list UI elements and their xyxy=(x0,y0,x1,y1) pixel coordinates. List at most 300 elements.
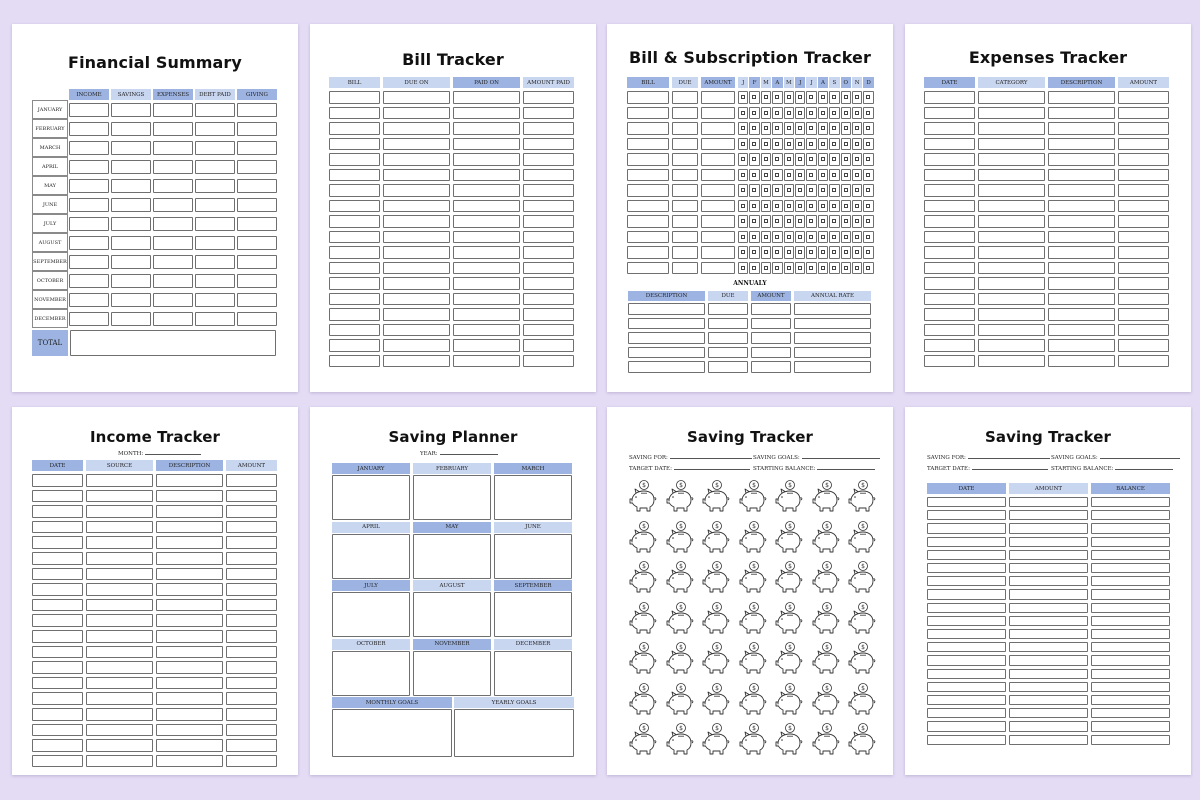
table-cell[interactable] xyxy=(69,255,109,269)
paid-checkbox[interactable] xyxy=(866,219,870,223)
paid-checkbox[interactable] xyxy=(752,204,756,208)
piggy-bank-icon[interactable] xyxy=(810,682,840,716)
table-cell[interactable] xyxy=(383,339,450,352)
table-cell[interactable] xyxy=(708,361,748,373)
month-box[interactable] xyxy=(494,475,572,520)
table-cell[interactable] xyxy=(1118,107,1169,120)
paid-checkbox[interactable] xyxy=(855,95,859,99)
table-cell[interactable] xyxy=(329,91,380,104)
table-cell[interactable] xyxy=(1118,169,1169,182)
table-cell[interactable] xyxy=(523,122,574,135)
table-cell[interactable] xyxy=(927,655,1006,665)
table-cell[interactable] xyxy=(156,739,223,752)
paid-checkbox[interactable] xyxy=(809,250,813,254)
table-cell[interactable] xyxy=(237,236,277,250)
paid-checkbox[interactable] xyxy=(821,204,825,208)
table-cell[interactable] xyxy=(701,215,735,228)
paid-checkbox[interactable] xyxy=(855,250,859,254)
table-cell[interactable] xyxy=(701,138,735,151)
table-cell[interactable] xyxy=(383,277,450,290)
table-cell[interactable] xyxy=(69,141,109,155)
table-cell[interactable] xyxy=(1048,138,1115,151)
paid-checkbox[interactable] xyxy=(821,188,825,192)
table-cell[interactable] xyxy=(628,347,705,359)
table-cell[interactable] xyxy=(226,552,277,565)
table-cell[interactable] xyxy=(628,361,705,373)
piggy-bank-icon[interactable] xyxy=(810,560,840,594)
paid-checkbox[interactable] xyxy=(798,250,802,254)
table-cell[interactable] xyxy=(924,122,975,135)
table-cell[interactable] xyxy=(1009,655,1088,665)
piggy-bank-icon[interactable] xyxy=(737,682,767,716)
paid-checkbox[interactable] xyxy=(809,266,813,270)
paid-checkbox[interactable] xyxy=(741,235,745,239)
piggy-bank-icon[interactable] xyxy=(846,641,876,675)
paid-checkbox[interactable] xyxy=(752,188,756,192)
month-box[interactable] xyxy=(332,475,410,520)
paid-checkbox[interactable] xyxy=(855,204,859,208)
table-cell[interactable] xyxy=(1118,91,1169,104)
table-cell[interactable] xyxy=(523,169,574,182)
table-cell[interactable] xyxy=(1091,589,1170,599)
paid-checkbox[interactable] xyxy=(775,111,779,115)
month-box[interactable] xyxy=(413,475,491,520)
table-cell[interactable] xyxy=(156,521,223,534)
table-cell[interactable] xyxy=(226,692,277,705)
paid-checkbox[interactable] xyxy=(832,173,836,177)
table-cell[interactable] xyxy=(672,153,698,166)
table-cell[interactable] xyxy=(978,231,1045,244)
table-cell[interactable] xyxy=(927,523,1006,533)
table-cell[interactable] xyxy=(701,184,735,197)
table-cell[interactable] xyxy=(978,246,1045,259)
table-cell[interactable] xyxy=(1118,231,1169,244)
paid-checkbox[interactable] xyxy=(775,204,779,208)
table-cell[interactable] xyxy=(701,91,735,104)
table-cell[interactable] xyxy=(383,262,450,275)
goals-box[interactable] xyxy=(332,709,452,757)
table-cell[interactable] xyxy=(69,293,109,307)
table-cell[interactable] xyxy=(237,312,277,326)
table-cell[interactable] xyxy=(628,332,705,344)
table-cell[interactable] xyxy=(329,293,380,306)
table-cell[interactable] xyxy=(156,536,223,549)
piggy-bank-icon[interactable] xyxy=(664,601,694,635)
table-cell[interactable] xyxy=(627,91,669,104)
table-cell[interactable] xyxy=(1118,308,1169,321)
paid-checkbox[interactable] xyxy=(844,188,848,192)
target-date-field[interactable] xyxy=(629,464,750,472)
table-cell[interactable] xyxy=(1009,497,1088,507)
paid-checkbox[interactable] xyxy=(798,188,802,192)
table-cell[interactable] xyxy=(672,200,698,213)
table-cell[interactable] xyxy=(1091,576,1170,586)
table-cell[interactable] xyxy=(924,200,975,213)
table-cell[interactable] xyxy=(32,599,83,612)
table-cell[interactable] xyxy=(978,293,1045,306)
table-cell[interactable] xyxy=(924,138,975,151)
table-cell[interactable] xyxy=(978,262,1045,275)
table-cell[interactable] xyxy=(226,630,277,643)
paid-checkbox[interactable] xyxy=(821,126,825,130)
table-cell[interactable] xyxy=(111,179,151,193)
paid-checkbox[interactable] xyxy=(866,250,870,254)
table-cell[interactable] xyxy=(672,262,698,275)
table-cell[interactable] xyxy=(329,246,380,259)
paid-checkbox[interactable] xyxy=(855,235,859,239)
month-box[interactable] xyxy=(413,651,491,696)
table-cell[interactable] xyxy=(195,312,235,326)
table-cell[interactable] xyxy=(195,236,235,250)
paid-checkbox[interactable] xyxy=(787,250,791,254)
table-cell[interactable] xyxy=(672,184,698,197)
piggy-bank-icon[interactable] xyxy=(700,722,730,756)
table-cell[interactable] xyxy=(156,708,223,721)
table-cell[interactable] xyxy=(927,708,1006,718)
table-cell[interactable] xyxy=(1009,563,1088,573)
table-cell[interactable] xyxy=(86,630,153,643)
table-cell[interactable] xyxy=(978,277,1045,290)
table-cell[interactable] xyxy=(978,215,1045,228)
piggy-bank-icon[interactable] xyxy=(664,641,694,675)
paid-checkbox[interactable] xyxy=(821,250,825,254)
table-cell[interactable] xyxy=(237,103,277,117)
table-cell[interactable] xyxy=(978,169,1045,182)
table-cell[interactable] xyxy=(453,231,520,244)
paid-checkbox[interactable] xyxy=(821,173,825,177)
table-cell[interactable] xyxy=(701,122,735,135)
table-cell[interactable] xyxy=(329,122,380,135)
paid-checkbox[interactable] xyxy=(741,204,745,208)
table-cell[interactable] xyxy=(195,179,235,193)
table-cell[interactable] xyxy=(453,153,520,166)
table-cell[interactable] xyxy=(383,91,450,104)
table-cell[interactable] xyxy=(927,616,1006,626)
paid-checkbox[interactable] xyxy=(809,126,813,130)
table-cell[interactable] xyxy=(627,262,669,275)
table-cell[interactable] xyxy=(69,122,109,136)
table-cell[interactable] xyxy=(383,231,450,244)
piggy-bank-icon[interactable] xyxy=(664,722,694,756)
table-cell[interactable] xyxy=(672,107,698,120)
table-cell[interactable] xyxy=(927,695,1006,705)
table-cell[interactable] xyxy=(927,682,1006,692)
piggy-bank-icon[interactable] xyxy=(664,479,694,513)
table-cell[interactable] xyxy=(1048,277,1115,290)
piggy-bank-icon[interactable] xyxy=(737,641,767,675)
table-cell[interactable] xyxy=(383,200,450,213)
piggy-bank-icon[interactable] xyxy=(700,479,730,513)
table-cell[interactable] xyxy=(927,642,1006,652)
table-cell[interactable] xyxy=(627,246,669,259)
table-cell[interactable] xyxy=(978,138,1045,151)
table-cell[interactable] xyxy=(453,277,520,290)
table-cell[interactable] xyxy=(523,262,574,275)
table-cell[interactable] xyxy=(523,324,574,337)
paid-checkbox[interactable] xyxy=(787,219,791,223)
table-cell[interactable] xyxy=(383,107,450,120)
table-cell[interactable] xyxy=(86,739,153,752)
paid-checkbox[interactable] xyxy=(844,235,848,239)
paid-checkbox[interactable] xyxy=(752,235,756,239)
table-cell[interactable] xyxy=(153,236,193,250)
table-cell[interactable] xyxy=(453,107,520,120)
table-cell[interactable] xyxy=(111,293,151,307)
paid-checkbox[interactable] xyxy=(798,142,802,146)
year-field[interactable] xyxy=(420,449,498,457)
table-cell[interactable] xyxy=(701,262,735,275)
table-cell[interactable] xyxy=(1091,642,1170,652)
piggy-bank-icon[interactable] xyxy=(627,641,657,675)
month-box[interactable] xyxy=(494,534,572,579)
paid-checkbox[interactable] xyxy=(787,173,791,177)
paid-checkbox[interactable] xyxy=(844,266,848,270)
table-cell[interactable] xyxy=(329,262,380,275)
paid-checkbox[interactable] xyxy=(775,95,779,99)
table-cell[interactable] xyxy=(32,521,83,534)
piggy-bank-icon[interactable] xyxy=(773,560,803,594)
table-cell[interactable] xyxy=(1118,293,1169,306)
table-cell[interactable] xyxy=(924,169,975,182)
piggy-bank-icon[interactable] xyxy=(700,601,730,635)
table-cell[interactable] xyxy=(523,277,574,290)
paid-checkbox[interactable] xyxy=(764,188,768,192)
table-cell[interactable] xyxy=(226,599,277,612)
table-cell[interactable] xyxy=(453,355,520,368)
table-cell[interactable] xyxy=(978,200,1045,213)
table-cell[interactable] xyxy=(523,153,574,166)
table-cell[interactable] xyxy=(627,122,669,135)
piggy-bank-icon[interactable] xyxy=(810,520,840,554)
table-cell[interactable] xyxy=(383,308,450,321)
paid-checkbox[interactable] xyxy=(844,142,848,146)
table-cell[interactable] xyxy=(924,324,975,337)
table-cell[interactable] xyxy=(226,505,277,518)
paid-checkbox[interactable] xyxy=(775,266,779,270)
paid-checkbox[interactable] xyxy=(741,95,745,99)
table-cell[interactable] xyxy=(86,724,153,737)
paid-checkbox[interactable] xyxy=(787,188,791,192)
table-cell[interactable] xyxy=(111,122,151,136)
table-cell[interactable] xyxy=(924,184,975,197)
piggy-bank-icon[interactable] xyxy=(773,601,803,635)
paid-checkbox[interactable] xyxy=(775,219,779,223)
table-cell[interactable] xyxy=(924,293,975,306)
paid-checkbox[interactable] xyxy=(821,266,825,270)
paid-checkbox[interactable] xyxy=(809,95,813,99)
piggy-bank-icon[interactable] xyxy=(846,560,876,594)
paid-checkbox[interactable] xyxy=(844,95,848,99)
table-cell[interactable] xyxy=(156,677,223,690)
table-cell[interactable] xyxy=(924,277,975,290)
paid-checkbox[interactable] xyxy=(821,142,825,146)
piggy-bank-icon[interactable] xyxy=(773,520,803,554)
piggy-bank-icon[interactable] xyxy=(700,560,730,594)
piggy-bank-icon[interactable] xyxy=(773,722,803,756)
table-cell[interactable] xyxy=(924,215,975,228)
table-cell[interactable] xyxy=(383,215,450,228)
piggy-bank-icon[interactable] xyxy=(737,560,767,594)
piggy-bank-icon[interactable] xyxy=(627,520,657,554)
table-cell[interactable] xyxy=(237,122,277,136)
table-cell[interactable] xyxy=(153,141,193,155)
table-cell[interactable] xyxy=(1118,246,1169,259)
table-cell[interactable] xyxy=(329,184,380,197)
table-cell[interactable] xyxy=(627,231,669,244)
table-cell[interactable] xyxy=(329,200,380,213)
table-cell[interactable] xyxy=(1118,122,1169,135)
table-cell[interactable] xyxy=(927,576,1006,586)
table-cell[interactable] xyxy=(924,339,975,352)
table-cell[interactable] xyxy=(86,521,153,534)
table-cell[interactable] xyxy=(86,583,153,596)
table-cell[interactable] xyxy=(927,629,1006,639)
table-cell[interactable] xyxy=(672,169,698,182)
paid-checkbox[interactable] xyxy=(866,95,870,99)
table-cell[interactable] xyxy=(383,355,450,368)
paid-checkbox[interactable] xyxy=(741,188,745,192)
table-cell[interactable] xyxy=(1048,153,1115,166)
table-cell[interactable] xyxy=(1048,215,1115,228)
table-cell[interactable] xyxy=(924,231,975,244)
table-cell[interactable] xyxy=(523,138,574,151)
table-cell[interactable] xyxy=(927,589,1006,599)
table-cell[interactable] xyxy=(1048,231,1115,244)
piggy-bank-icon[interactable] xyxy=(773,641,803,675)
paid-checkbox[interactable] xyxy=(844,204,848,208)
saving-goals-field[interactable] xyxy=(753,453,880,461)
paid-checkbox[interactable] xyxy=(741,266,745,270)
table-cell[interactable] xyxy=(226,755,277,768)
table-cell[interactable] xyxy=(927,550,1006,560)
table-cell[interactable] xyxy=(383,293,450,306)
table-cell[interactable] xyxy=(156,552,223,565)
table-cell[interactable] xyxy=(86,614,153,627)
paid-checkbox[interactable] xyxy=(844,157,848,161)
table-cell[interactable] xyxy=(111,198,151,212)
piggy-bank-icon[interactable] xyxy=(846,520,876,554)
table-cell[interactable] xyxy=(383,324,450,337)
table-cell[interactable] xyxy=(195,293,235,307)
paid-checkbox[interactable] xyxy=(741,111,745,115)
table-cell[interactable] xyxy=(453,308,520,321)
table-cell[interactable] xyxy=(329,231,380,244)
table-cell[interactable] xyxy=(453,138,520,151)
piggy-bank-icon[interactable] xyxy=(627,722,657,756)
table-cell[interactable] xyxy=(111,312,151,326)
table-cell[interactable] xyxy=(794,332,871,344)
table-cell[interactable] xyxy=(156,755,223,768)
table-cell[interactable] xyxy=(751,318,791,330)
paid-checkbox[interactable] xyxy=(809,204,813,208)
table-cell[interactable] xyxy=(672,215,698,228)
table-cell[interactable] xyxy=(927,669,1006,679)
table-cell[interactable] xyxy=(86,505,153,518)
table-cell[interactable] xyxy=(32,474,83,487)
table-cell[interactable] xyxy=(226,646,277,659)
paid-checkbox[interactable] xyxy=(741,173,745,177)
table-cell[interactable] xyxy=(927,497,1006,507)
paid-checkbox[interactable] xyxy=(855,126,859,130)
table-cell[interactable] xyxy=(453,184,520,197)
table-cell[interactable] xyxy=(237,179,277,193)
table-cell[interactable] xyxy=(195,198,235,212)
table-cell[interactable] xyxy=(627,138,669,151)
table-cell[interactable] xyxy=(69,236,109,250)
table-cell[interactable] xyxy=(1091,537,1170,547)
table-cell[interactable] xyxy=(708,332,748,344)
table-cell[interactable] xyxy=(156,661,223,674)
piggy-bank-icon[interactable] xyxy=(627,682,657,716)
paid-checkbox[interactable] xyxy=(832,266,836,270)
paid-checkbox[interactable] xyxy=(866,142,870,146)
table-cell[interactable] xyxy=(978,122,1045,135)
table-cell[interactable] xyxy=(1048,324,1115,337)
piggy-bank-icon[interactable] xyxy=(810,641,840,675)
paid-checkbox[interactable] xyxy=(752,142,756,146)
table-cell[interactable] xyxy=(156,490,223,503)
paid-checkbox[interactable] xyxy=(775,142,779,146)
table-cell[interactable] xyxy=(86,599,153,612)
paid-checkbox[interactable] xyxy=(741,142,745,146)
paid-checkbox[interactable] xyxy=(821,111,825,115)
table-cell[interactable] xyxy=(86,755,153,768)
table-cell[interactable] xyxy=(111,236,151,250)
paid-checkbox[interactable] xyxy=(787,95,791,99)
table-cell[interactable] xyxy=(329,107,380,120)
table-cell[interactable] xyxy=(111,255,151,269)
table-cell[interactable] xyxy=(153,217,193,231)
table-cell[interactable] xyxy=(927,537,1006,547)
paid-checkbox[interactable] xyxy=(775,235,779,239)
table-cell[interactable] xyxy=(523,200,574,213)
table-cell[interactable] xyxy=(1048,246,1115,259)
table-cell[interactable] xyxy=(701,169,735,182)
table-cell[interactable] xyxy=(195,274,235,288)
table-cell[interactable] xyxy=(1048,339,1115,352)
table-cell[interactable] xyxy=(156,583,223,596)
piggy-bank-icon[interactable] xyxy=(846,479,876,513)
table-cell[interactable] xyxy=(111,160,151,174)
table-cell[interactable] xyxy=(978,308,1045,321)
target-date-field[interactable] xyxy=(927,464,1048,472)
table-cell[interactable] xyxy=(1048,122,1115,135)
table-cell[interactable] xyxy=(523,231,574,244)
paid-checkbox[interactable] xyxy=(798,111,802,115)
piggy-bank-icon[interactable] xyxy=(737,722,767,756)
table-cell[interactable] xyxy=(329,169,380,182)
table-cell[interactable] xyxy=(924,262,975,275)
paid-checkbox[interactable] xyxy=(855,173,859,177)
table-cell[interactable] xyxy=(1091,682,1170,692)
saving-goals-field[interactable] xyxy=(1051,453,1180,461)
table-cell[interactable] xyxy=(1009,721,1088,731)
table-cell[interactable] xyxy=(32,614,83,627)
table-cell[interactable] xyxy=(1091,563,1170,573)
piggy-bank-icon[interactable] xyxy=(737,520,767,554)
month-field[interactable] xyxy=(118,449,201,457)
table-cell[interactable] xyxy=(156,724,223,737)
paid-checkbox[interactable] xyxy=(798,173,802,177)
table-cell[interactable] xyxy=(927,721,1006,731)
table-cell[interactable] xyxy=(86,646,153,659)
table-cell[interactable] xyxy=(794,361,871,373)
table-cell[interactable] xyxy=(383,153,450,166)
table-cell[interactable] xyxy=(153,160,193,174)
table-cell[interactable] xyxy=(329,215,380,228)
paid-checkbox[interactable] xyxy=(752,219,756,223)
month-box[interactable] xyxy=(413,534,491,579)
